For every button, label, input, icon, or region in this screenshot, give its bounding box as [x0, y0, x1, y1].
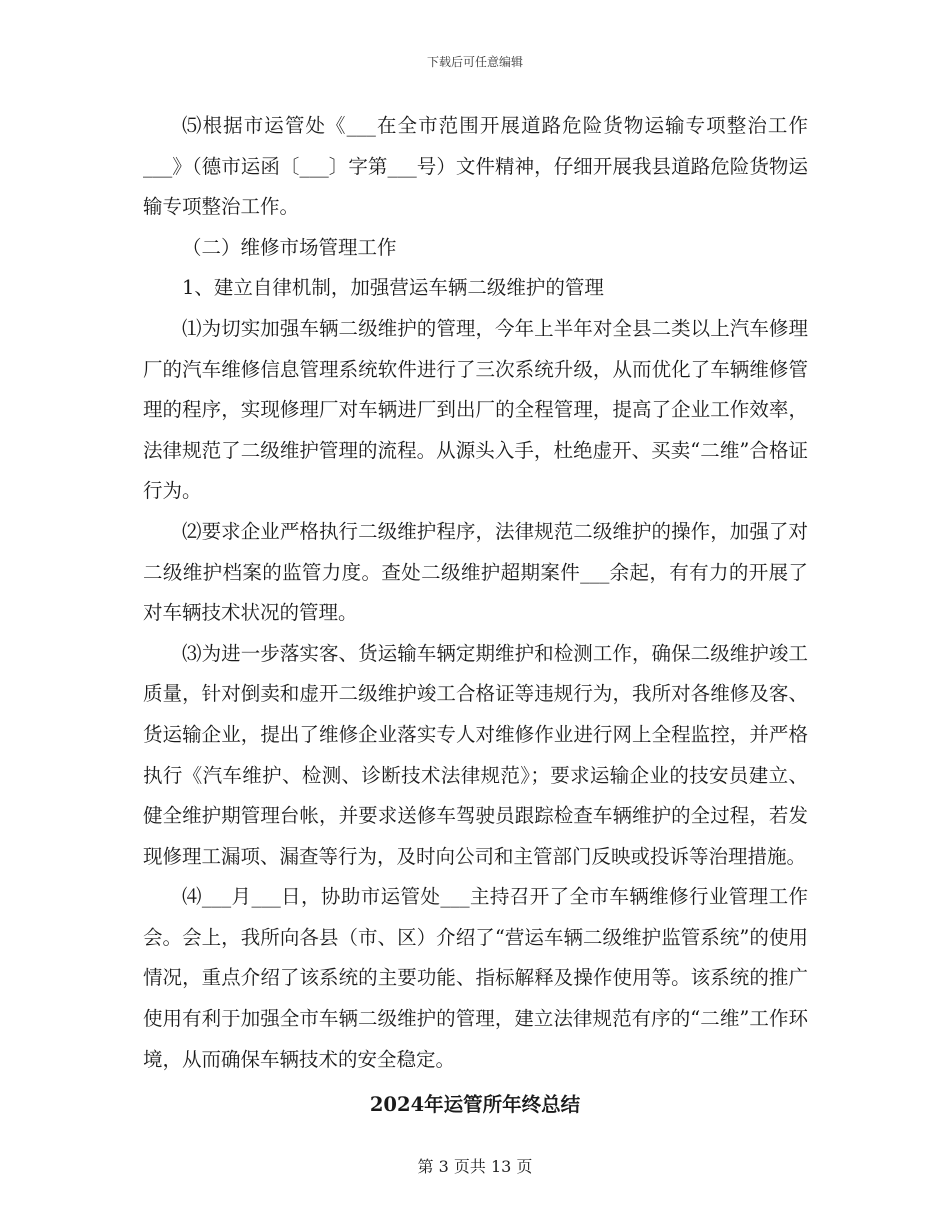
paragraph-maintenance-item-2: ⑵要求企业严格执行二级维护程序，法律规范二级维护的操作，加强了对二级维护档案的监管力度。查处二级维护超期案件___余起，有有力的开展了对车辆技术状况的管理。 — [143, 519, 808, 625]
paragraph-rectification-item-5: ⑸根据市运管处《___在全市范围开展道路危险货物运输专项整治工作___》（德市运函〔___〕字第___号）文件精神，仔细开展我县道路危险货物运输专项整治工作。 — [143, 114, 808, 219]
paragraph-maintenance-item-4: ⑷___月___日，协助市运管处___主持召开了全市车辆维修行业管理工作会。会上，我所向各县（市、区）介绍了“营运车辆二级维护监管系统”的使用情况，重点介绍了该系统的主要功能、指标解释及操作使用等。该系统的推广使用有利于加强全市车辆二级维护的管理，建立法律规范有序的“二维”工作环境，从而确保车辆技术的安全稳定。 — [143, 885, 808, 1071]
heading-repair-market-management: （二）维修市场管理工作 — [182, 235, 397, 259]
header-note: 下载后可任意编辑 — [426, 55, 523, 69]
heading-self-discipline-mechanism: 1、建立自律机制，加强营运车辆二级维护的管理 — [182, 276, 604, 300]
document-body — [143, 106, 808, 1080]
next-section-title: 2024年运管所年终总结 — [369, 1093, 581, 1116]
paragraph-maintenance-item-1: ⑴为切实加强车辆二级维护的管理，今年上半年对全县二类以上汽车修理厂的汽车维修信息管理系统软件进行了三次系统升级，从而优化了车辆维修管理的程序，实现修理厂对车辆进厂到出厂的全程管理，提高了企业工作效率，法律规范了二级维护管理的流程。从源头入手，杜绝虚开、买卖“二维”合格证行为。 — [143, 316, 808, 503]
paragraph-maintenance-item-3: ⑶为进一步落实客、货运输车辆定期维护和检测工作，确保二级维护竣工质量，针对倒卖和虚开二级维护竣工合格证等违规行为，我所对各维修及客、货运输企业，提出了维修企业落实专人对维修作业进行网上全程监控，并严格执行《汽车维护、检测、诊断技术法律规范》；要求运输企业的技安员建立、健全维护期管理台帐，并要求送修车驾驶员跟踪检查车辆维护的全过程，若发现修理工漏项、漏查等行为，及时向公司和主管部门反映或投诉等治理措施。 — [143, 641, 808, 868]
page-number-footer: 第 3 页共 13 页 — [417, 1157, 533, 1176]
